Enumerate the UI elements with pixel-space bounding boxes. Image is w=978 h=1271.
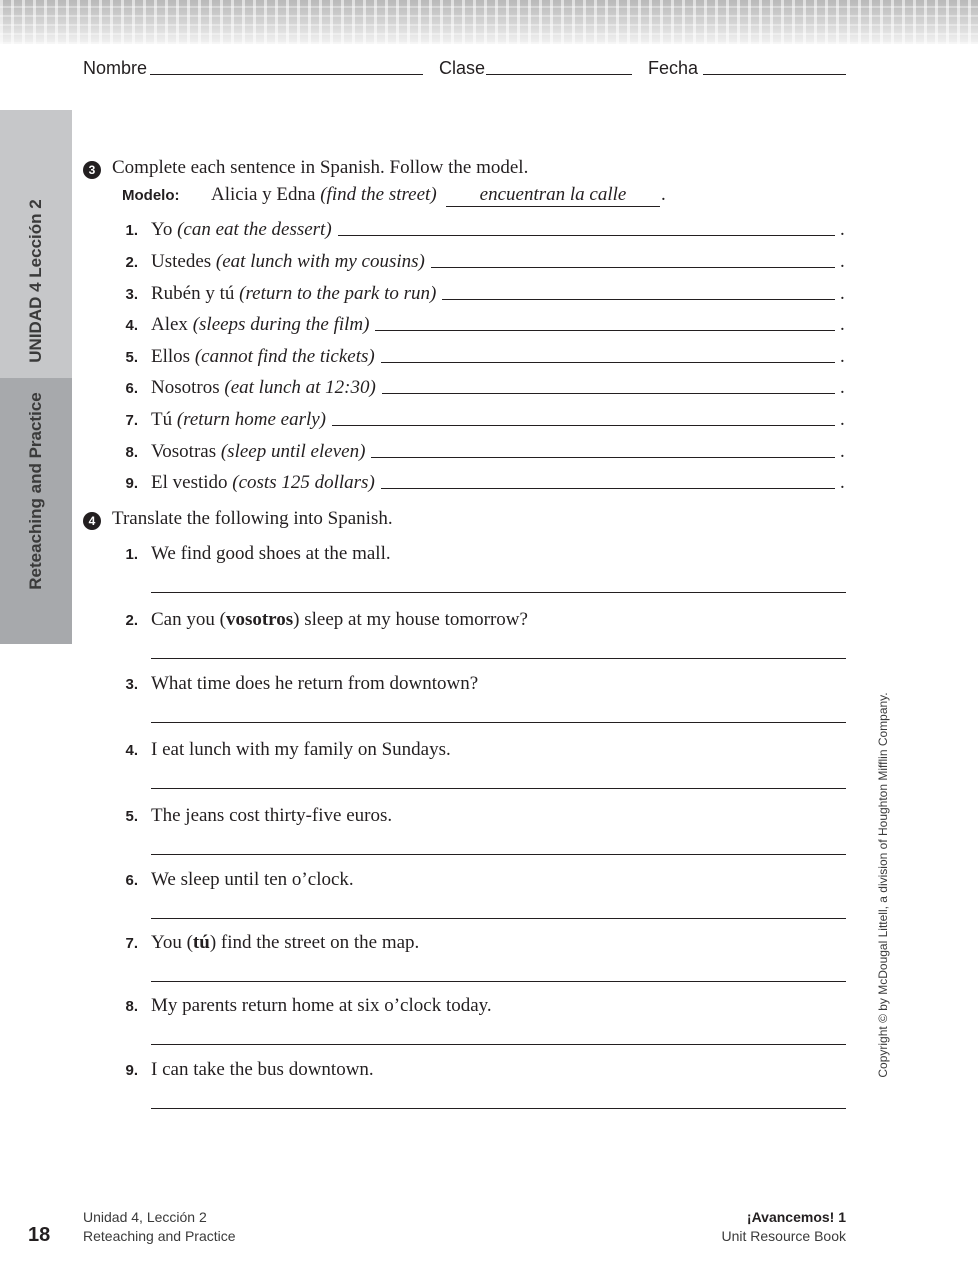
prompt-text-after: ) find the street on the map. [209, 932, 420, 953]
activity-4-answer-line[interactable] [151, 1044, 846, 1045]
clase-label: Clase [439, 58, 486, 78]
item-cue: (sleeps during the film) [192, 314, 370, 335]
activity-3-item-period: . [840, 219, 845, 240]
model-answer: encuentran la calle [479, 184, 627, 205]
item-subject: Rubén y tú [151, 283, 235, 304]
activity-3-answer-line[interactable] [338, 235, 835, 236]
activity-4-instruction: Translate the following into Spanish. [112, 508, 393, 529]
footer-right-line2: Unit Resource Book [721, 1228, 846, 1244]
model-answer-line [446, 206, 660, 207]
item-cue: (costs 125 dollars) [232, 472, 375, 493]
activity-3-item-period: . [840, 377, 845, 398]
activity-4-item-prompt: The jeans cost thirty-five euros. [151, 805, 393, 826]
activity-4-item-prompt [151, 932, 419, 954]
item-cue: (return to the park to run) [239, 283, 437, 304]
activity-4-item-number: 3. [125, 676, 138, 693]
clase-field[interactable] [486, 74, 632, 75]
activity-3-item-prompt [151, 441, 365, 463]
item-subject: Alex [151, 314, 188, 335]
side-tab-unit-label: UNIDAD 4 Lección 2 [26, 199, 45, 363]
activity-4-number: 4 [83, 512, 101, 530]
activity-3-item-prompt [151, 409, 326, 431]
activity-3-item-number: 7. [125, 412, 138, 429]
activity-3-item-prompt [151, 377, 376, 399]
nombre-field[interactable] [150, 74, 423, 75]
activity-4-answer-line[interactable] [151, 1108, 846, 1109]
activity-3-answer-line[interactable] [332, 425, 835, 426]
activity-3-answer-line[interactable] [371, 457, 835, 458]
activity-4-item-prompt: We find good shoes at the mall. [151, 543, 391, 564]
activity-3-answer-line[interactable] [431, 267, 835, 268]
nombre-label: Nombre [83, 58, 148, 78]
activity-3-item-number: 5. [125, 349, 138, 366]
activity-4-answer-line[interactable] [151, 918, 846, 919]
activity-3-answer-line[interactable] [381, 488, 835, 489]
activity-3-item-prompt [151, 251, 425, 273]
activity-3-item-number: 3. [125, 286, 138, 303]
activity-4-answer-line[interactable] [151, 722, 846, 723]
prompt-text-before: Can you ( [151, 609, 226, 630]
side-tab-section-label: Reteaching and Practice [26, 392, 45, 590]
item-subject: Yo [151, 219, 173, 240]
activity-4-answer-line[interactable] [151, 854, 846, 855]
activity-3-item-number: 2. [125, 254, 138, 271]
item-cue: (sleep until eleven) [220, 441, 366, 462]
activity-4-item-number: 5. [125, 808, 138, 825]
activity-4-item-number: 8. [125, 998, 138, 1015]
footer-left-line1: Unidad 4, Lección 2 [83, 1209, 207, 1225]
activity-4-item-number: 4. [125, 742, 138, 759]
activity-4-answer-line[interactable] [151, 788, 846, 789]
activity-4-item-prompt [151, 609, 528, 631]
footer-left-line2: Reteaching and Practice [83, 1228, 236, 1244]
item-cue: (cannot find the tickets) [194, 346, 375, 367]
activity-3-item-prompt [151, 283, 436, 305]
activity-4-item-prompt: I can take the bus downtown. [151, 1059, 374, 1080]
activity-4-item-prompt: My parents return home at six o’clock today. [151, 995, 492, 1016]
activity-3-item-prompt [151, 346, 375, 368]
activity-3-item-period: . [840, 314, 845, 335]
activity-4-item-number: 1. [125, 546, 138, 563]
activity-4-item-prompt: We sleep until ten o’clock. [151, 869, 354, 890]
activity-4-item-prompt: What time does he return from downtown? [151, 673, 479, 694]
activity-4-item-number: 9. [125, 1062, 138, 1079]
activity-3-number: 3 [83, 161, 101, 179]
activity-4-item-prompt: I eat lunch with my family on Sundays. [151, 739, 451, 760]
activity-3-item-number: 4. [125, 317, 138, 334]
page-number: 18 [28, 1224, 51, 1246]
prompt-pronoun-bold: tú [192, 932, 210, 953]
model-label: Modelo: [122, 187, 180, 204]
item-cue: (eat lunch with my cousins) [215, 251, 425, 272]
activity-3-answer-line[interactable] [381, 362, 835, 363]
activity-3-item-number: 1. [125, 222, 138, 239]
activity-4-item-number: 2. [125, 612, 138, 629]
item-subject: Tú [151, 409, 173, 430]
footer-right-line1: ¡Avancemos! 1 [746, 1209, 846, 1225]
fecha-field[interactable] [703, 74, 846, 75]
activity-4-item-number: 6. [125, 872, 138, 889]
activity-4-answer-line[interactable] [151, 592, 846, 593]
activity-3-instruction: Complete each sentence in Spanish. Follow the model. [112, 157, 529, 178]
activity-3-answer-line[interactable] [442, 299, 835, 300]
item-subject: Ustedes [151, 251, 212, 272]
prompt-text-after: ) sleep at my house tomorrow? [293, 609, 528, 630]
activity-3-item-prompt [151, 314, 369, 336]
activity-3-item-number: 6. [125, 380, 138, 397]
decorative-header-band [0, 0, 978, 44]
activity-4-answer-line[interactable] [151, 981, 846, 982]
activity-3-item-prompt [151, 219, 332, 241]
item-subject: Nosotros [151, 377, 220, 398]
activity-3-item-period: . [840, 441, 845, 462]
activity-4-answer-line[interactable] [151, 658, 846, 659]
activity-3-item-number: 8. [125, 444, 138, 461]
activity-4-item-number: 7. [125, 935, 138, 952]
activity-3-item-prompt [151, 472, 375, 494]
item-cue: (return home early) [176, 409, 327, 430]
item-cue: (can eat the dessert) [177, 219, 332, 240]
copyright-notice: Copyright © by McDougal Littell, a division of Houghton Mifflin Company. [876, 692, 890, 1078]
activity-3-item-period: . [840, 346, 845, 367]
activity-3-item-period: . [840, 472, 845, 493]
model-period: . [661, 184, 666, 205]
fecha-label: Fecha [648, 58, 699, 78]
item-subject: Ellos [151, 346, 191, 367]
item-cue: (eat lunch at 12:30) [224, 377, 376, 398]
prompt-text-before: You ( [151, 932, 193, 953]
activity-3-item-period: . [840, 409, 845, 430]
item-subject: Vosotras [151, 441, 217, 462]
prompt-pronoun-bold: vosotros [225, 609, 294, 630]
activity-3-item-number: 9. [125, 475, 138, 492]
activity-3-item-period: . [840, 283, 845, 304]
model-sentence: Alicia y Edna (find the street) [211, 184, 437, 205]
activity-3-item-period: . [840, 251, 845, 272]
activity-3-answer-line[interactable] [382, 393, 835, 394]
activity-3-answer-line[interactable] [375, 330, 835, 331]
item-subject: El vestido [151, 472, 228, 493]
